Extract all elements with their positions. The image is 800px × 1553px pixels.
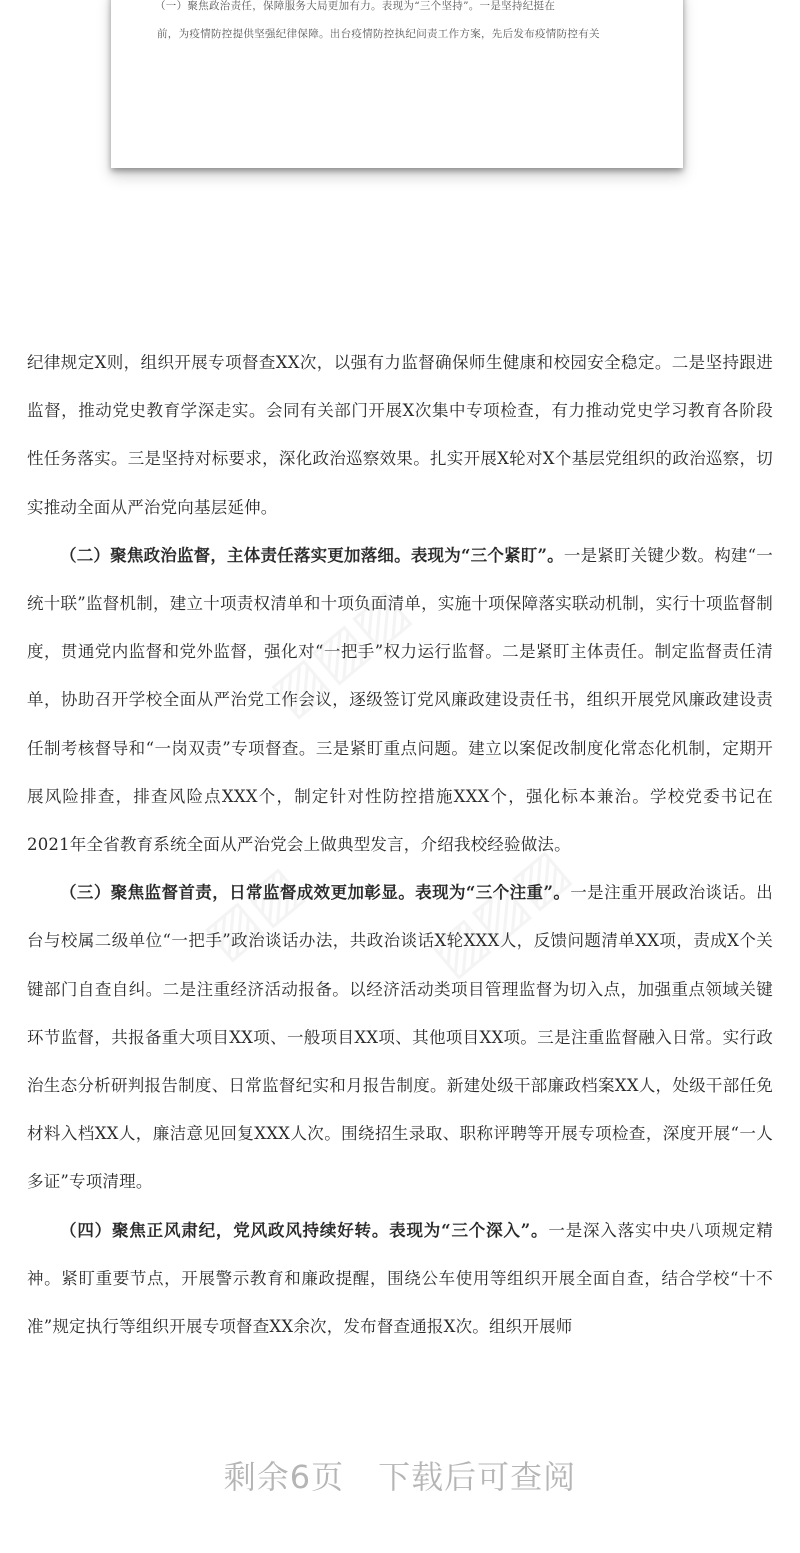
paragraph-section-2 xyxy=(27,532,773,869)
download-to-view-link[interactable]: 下载后可查阅 xyxy=(378,1458,577,1496)
preview-line-1: （一）聚焦政治责任，保障服务大局更加有力。表现为“三个坚持”。一是坚持纪挺在 xyxy=(155,0,556,12)
paragraph-section-4 xyxy=(27,1207,773,1352)
paragraph-body: 一是紧盯关键少数。构建“一统十联”监督机制，建立十项责权清单和十项负面清单，实施十项保障落实联动机制，实行十项监督制度，贯通党内监督和党外监督，强化对“一把手”权力运行监督。二是紧盯主体责任。制定监督责任清单，协助召开学校全面从严治党工作会议，逐级签订党风廉政建设责任书，组织开展党风廉政建设责任制考核督导和“一岗双责”专项督查。三是紧盯重点问题。建立以案促改制度化常态化机制，定期开展风险排查，排查风险点XXX个，制定针对性防控措施XXX个，强化标本兼治。学校党委书记在2021年全省教育系统全面从严治党会上做典型发言，介绍我校经验做法。 xyxy=(27,545,773,855)
download-prompt[interactable] xyxy=(0,1452,800,1498)
page-preview-card xyxy=(111,0,683,168)
remaining-pages-text: 剩余6页 xyxy=(223,1458,345,1496)
paragraph-body: 一是注重开展政治谈话。出台与校属二级单位“一把手”政治谈话办法，共政治谈话X轮XXX人，反馈问题清单XX项，责成X个关键部门自查自纠。二是注重经济活动报备。以经济活动类项目管理监督为切入点，加强重点领域关键环节监督，共报备重大项目XX项、一般项目XX项、其他项目XX项。三是注重监督融入日常。实行政治生态分析研判报告制度、日常监督纪实和月报告制度。新建处级干部廉政档案XX人，处级干部任免材料入档XX人，廉洁意见回复XXX人次。围绕招生录取、职称评聘等开展专项检查，深度开展“一人多证”专项清理。 xyxy=(27,883,773,1192)
paragraph-body: 纪律规定X则，组织开展专项督查XX次，以强有力监督确保师生健康和校园安全稳定。二是坚持跟进监督，推动党史教育学深走实。会同有关部门开展X次集中专项检查，有力推动党史学习教育各阶段性任务落实。三是坚持对标要求，深化政治巡察效果。扎实开展X轮对X个基层党组织的政治巡察，切实推动全面从严治党向基层延伸。 xyxy=(27,353,773,517)
section-heading: （三）聚焦监督首责，日常监督成效更加彰显。表现为“三个注重”。 xyxy=(60,883,571,903)
preview-line-2: 前，为疫情防控提供坚强纪律保障。出台疫情防控执纪问责工作方案，先后发布疫情防控有关 xyxy=(157,28,600,40)
paragraph-section-3 xyxy=(27,869,773,1206)
section-heading: （四）聚焦正风肃纪，党风政风持续好转。表现为“三个深入”。 xyxy=(60,1220,549,1240)
paragraph-continued xyxy=(27,339,773,532)
paragraph-body: 一是深入落实中央八项规定精神。紧盯重要节点，开展警示教育和廉政提醒，围绕公车使用等组织开展全面自查，结合学校“十不准”规定执行等组织开展专项督查XX余次，发布督查通报X次。组织开展师 xyxy=(27,1220,773,1337)
document-body xyxy=(27,339,773,1351)
section-heading: （二）聚焦政治监督，主体责任落实更加落细。表现为“三个紧盯”。 xyxy=(60,545,564,565)
